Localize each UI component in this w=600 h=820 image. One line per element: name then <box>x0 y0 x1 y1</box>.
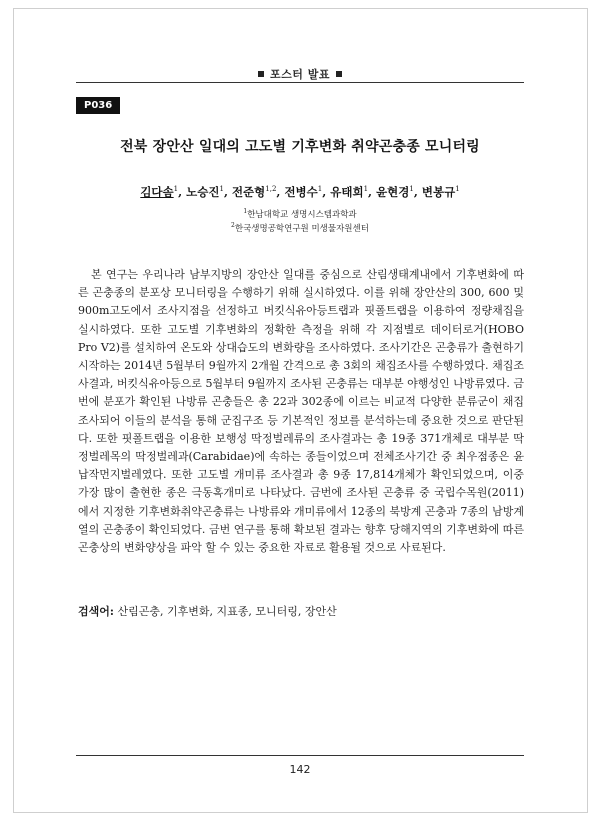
author-name: 윤현경 <box>376 185 410 199</box>
affil-sup: 2 <box>231 222 235 230</box>
header-rule <box>76 82 524 83</box>
footer-rule <box>76 755 524 756</box>
poster-id-badge: P036 <box>76 97 120 114</box>
section-header <box>0 66 600 82</box>
author-name: 김다솜 <box>140 185 174 199</box>
author-affil-sup: 1 <box>317 185 323 194</box>
affiliation <box>0 222 600 234</box>
page-number: 142 <box>289 763 311 776</box>
square-bullet-icon <box>258 71 264 77</box>
author-list: 김다솜$^1$, 노승진$^1$, 전준형$^{1,2}$, 전병수$^1$, 유태희$^1$, 윤현경$^1$, 변봉규$^1$ <box>140 185 460 199</box>
affil-sup: 1 <box>243 208 248 216</box>
square-bullet-icon <box>336 71 342 77</box>
author-affil-sup: 1 <box>455 185 460 194</box>
poster-title: 전북 장안산 일대의 고도별 기후변화 취약곤충종 모니터링 <box>120 139 480 155</box>
author-affil-sup: 1 <box>219 185 224 194</box>
author-affil-sup: 1 <box>409 185 414 194</box>
author-name: 노승진 <box>186 185 220 199</box>
affil-text: 한남대학교 생명시스템과학과 <box>247 210 357 220</box>
author-affil-sup: 1 <box>363 185 369 194</box>
author-name: 전병수 <box>284 185 318 199</box>
section-label: 포스터 발표 <box>270 68 330 81</box>
keywords-label: 검색어: <box>78 605 114 618</box>
author-affil-sup: 1 <box>173 185 179 194</box>
abstract <box>78 266 524 557</box>
author-affil-sup: 1,2 <box>265 185 277 194</box>
affiliation <box>0 208 600 220</box>
affil-text: 한국생명공학연구원 미생물자원센터 <box>234 224 369 234</box>
keywords-text: 산림곤충, 기후변화, 지표종, 모니터링, 장안산 <box>117 605 337 618</box>
author-name: 변봉규 <box>421 185 456 199</box>
author-name: 전준형 <box>231 185 266 199</box>
abstract-paragraph: 본 연구는 우리나라 남부지방의 장안산 일대를 중심으로 산림생태계내에서 기후변화에 따른 곤충종의 분포상 모니터링을 수행하기 위해 실시하였다. 이를 위해 장안산의 300, 600 및 900m고도에서 조사지점을 선정하고 버킷식유아등트랩과 핏폴트랩을 이용하여 정량채집을 실시하였다. 또한 고도별 기후변화의 정확한 측정을 위해 각 지점별로 데이터로거(HOBO Pro V2)를 설치하여 온도와 상대습도의 변화량을 조사하였다. 조사기간은 곤충류가 출현하기 시작하는 2014년 5월부터 9월까지 2개월 간격으로 총 3회의 채집조사를 수행하였다. 채집조사결과, 버킷식유아등으로 5월부터 9월까지 조사된 곤충류는 대부분 야행성인 나방류였다. 금번에 분포가 확인된 나방류 곤충들은 총 22과 302종에 이르는 비교적 다양한 분류군이 채집조사되어 이들의 분석을 통해 군집구조 등 기본적인 정보를 분석하는데 중요한 것으로 판단된다. 또한 핏폴트랩을 이용한 보행성 딱정벌레류의 조사결과는 총 19종 371개체로 대부분 딱정벌레목의 딱정벌레과(Carabidae)에 속하는 종들이었으며 전체조사기간 중 최우점종은 윤납작먼지벌레였다. 또한 고도별 개미류 조사결과 총 9종 17,814개체가 확인되었으며, 이중 가장 많이 출현한 종은 극동혹개미로 나타났다. 금번에 조사된 곤충류 중 국립수목원(2011)에서 지정한 기후변화취약곤충류는 나방류와 개미류에서 12종의 북방계 곤충과 7종의 남방계열의 곤충종이 확인되었다. 금번 연구를 통해 확보된 결과는 향후 당해지역의 기후변화에 따른 곤충상의 변화양상을 파악 할 수 있는 중요한 자료로 활용될 것으로 사료된다. <box>78 268 524 555</box>
author-name: 유태희 <box>330 185 364 199</box>
keywords <box>78 603 337 619</box>
